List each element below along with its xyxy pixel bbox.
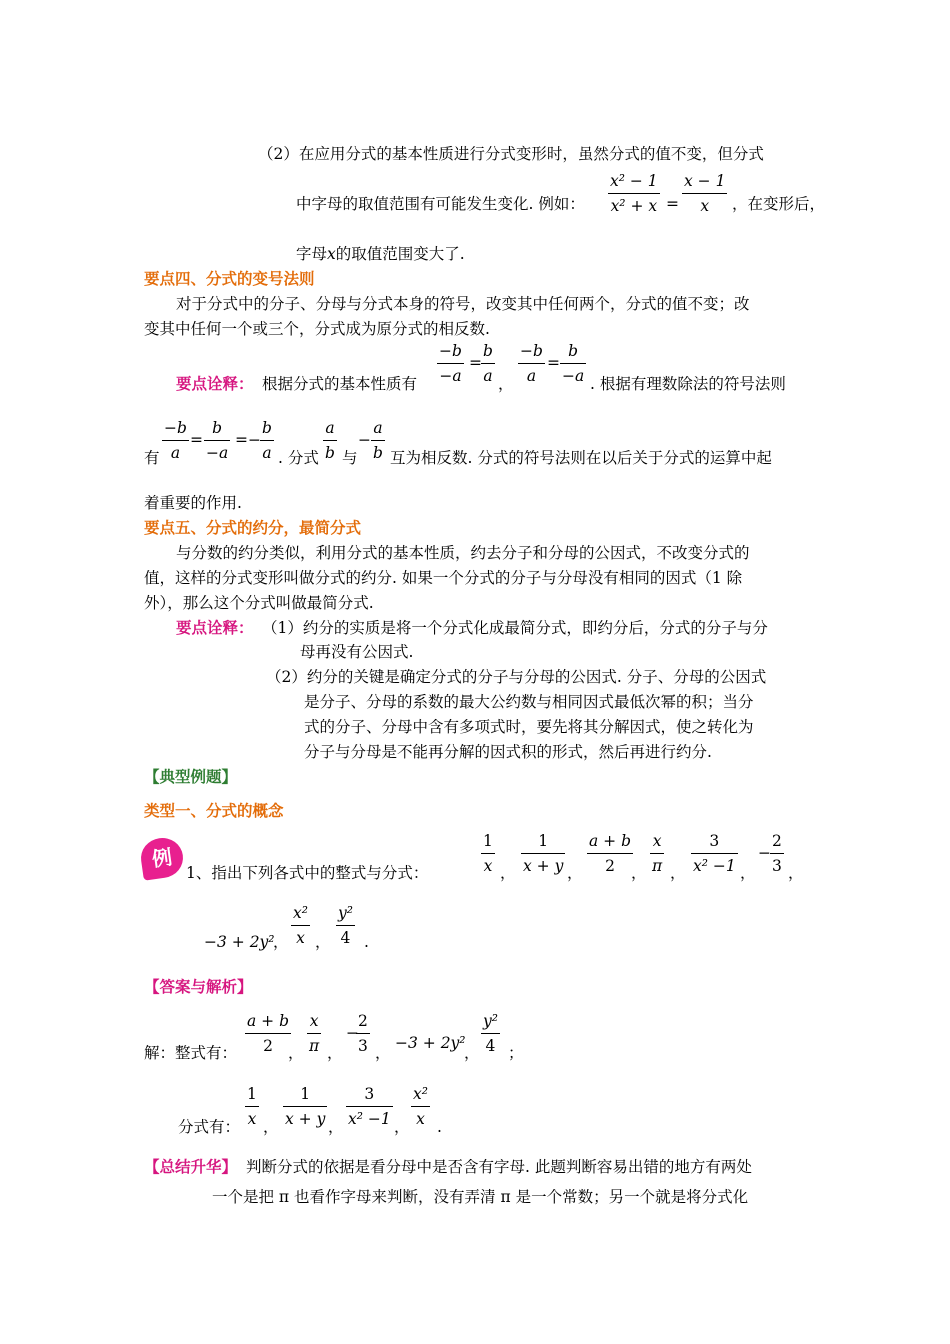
equals-sign: = (235, 431, 248, 449)
text: 字母 (296, 245, 328, 263)
fraction-bar (411, 1106, 430, 1107)
answer-heading: 【答案与解析】 (144, 977, 253, 996)
section5-note2-line3: 式的分子、分母中含有多项式时，要先将其分解因式，使之转化为 (304, 718, 754, 736)
fraction-numerator: b (568, 342, 579, 360)
fraction-bar (518, 363, 545, 364)
fraction-denominator: x (416, 1110, 425, 1128)
fraction-denominator: x (247, 1110, 257, 1128)
fraction-numerator: 1 (483, 832, 493, 850)
fraction-denominator: x² −1 (348, 1110, 391, 1128)
fraction-bar (770, 853, 784, 854)
fraction (260, 417, 274, 464)
fraction-numerator: x (652, 832, 662, 850)
ans-x2-over-x (411, 1083, 430, 1130)
section4-note-text3c: 与 (342, 449, 358, 467)
fraction-denominator: x (296, 929, 305, 947)
example-fraction-right (682, 170, 727, 217)
fraction-bar (283, 1106, 327, 1107)
comma: ， (315, 933, 331, 951)
summary-line1: 判断分式的依据是看分母中是否含有字母. 此题判断容易出错的地方有两处 (246, 1158, 752, 1176)
section5-p1: 与分数的约分类似，利用分式的基本性质，约去分子和分母的公因式，不改变分式的 (176, 544, 750, 562)
comma: ， (498, 375, 514, 393)
comma: ， (567, 864, 583, 882)
comma: ， (288, 1044, 304, 1062)
fraction-numerator: a + b (247, 1012, 290, 1030)
comma: ， (273, 933, 289, 951)
section4-note-text2: . 根据有理数除法的符号法则 (590, 375, 786, 393)
solution-fraction-label: 分式有： (178, 1118, 241, 1136)
comma: ， (263, 1118, 279, 1136)
fraction-numerator: x − 1 (684, 172, 726, 190)
fraction-denominator: a (262, 444, 272, 462)
fraction-denominator: −a (439, 367, 462, 385)
fraction-denominator: −a (562, 367, 585, 385)
section5-note1-line1: （1）约分的实质是将一个分式化成最简分式，即约分后，分式的分子与分 (262, 619, 768, 637)
example-badge: 例 (138, 835, 185, 880)
minus-sign: − (248, 431, 261, 449)
examples-heading: 【典型例题】 (144, 767, 238, 786)
fraction-denominator: 3 (358, 1037, 368, 1055)
item2-line1: （2）在应用分式的基本性质进行分式变形时，虽然分式的值不变，但分式 (258, 145, 764, 163)
fraction-numerator: −b (439, 342, 462, 360)
equals-sign: = (190, 431, 203, 449)
fraction-bar (204, 440, 230, 441)
comma: ， (788, 864, 804, 882)
fraction-denominator: 2 (605, 857, 615, 875)
ans-3-over-x2-minus-1 (346, 1083, 393, 1130)
ans-1-over-x-plus-y (283, 1083, 327, 1130)
ans-polynomial: −3 + 2y² (395, 1034, 466, 1052)
fraction (560, 340, 586, 387)
comma: ， (500, 864, 516, 882)
equals-sign: = (469, 354, 482, 372)
fraction-bar (162, 440, 189, 441)
fraction-numerator: x² (413, 1085, 428, 1103)
section4-note-text4: 着重要的作用. (144, 494, 242, 512)
section5-note-label: 要点诠释： (176, 618, 254, 637)
fraction-bar (291, 925, 310, 926)
section4-note-text3b: . 分式 (278, 449, 319, 467)
comma: ， (375, 1044, 391, 1062)
fraction-numerator: 3 (364, 1085, 375, 1103)
fraction-numerator: x (309, 1012, 319, 1030)
fraction-denominator: x + y (523, 857, 564, 875)
variable-x: x (327, 245, 336, 263)
fraction-bar (245, 1033, 291, 1034)
fraction-numerator: 3 (709, 832, 720, 850)
fraction-denominator: a (526, 367, 537, 385)
section4-note-text3a: 有 (144, 449, 160, 467)
minus-sign: − (758, 844, 771, 862)
fraction-bar (346, 1106, 393, 1107)
fraction-denominator: a (483, 367, 493, 385)
ans-1-over-x (245, 1083, 259, 1130)
ans-a-plus-b-over-2 (245, 1010, 291, 1057)
fraction-bar (371, 440, 385, 441)
minus-sign: − (358, 431, 371, 449)
fraction-denominator: −a (206, 444, 229, 462)
solution-integer-label: 解：整式有： (144, 1044, 238, 1062)
fraction-numerator: a + b (589, 832, 632, 850)
fraction-numerator: 2 (772, 832, 782, 850)
comma: ， (327, 1044, 343, 1062)
fraction-denominator: π (652, 857, 663, 875)
fraction-denominator: a (170, 444, 181, 462)
fraction-bar (307, 1033, 321, 1034)
section4-note-text3d: 互为相反数. 分式的符号法则在以后关于分式的运算中起 (390, 449, 772, 467)
fraction-denominator: b (373, 444, 383, 462)
section5-heading: 要点五、分式的约分，最简分式 (144, 518, 362, 537)
fraction-numerator: 1 (538, 832, 549, 850)
fraction (204, 417, 230, 464)
fraction-denominator: π (309, 1037, 320, 1055)
fraction-denominator: 4 (340, 929, 351, 947)
section5-note2-line2: 是分子、分母的系数的最大公约数与相同因式最低次幂的积；当分 (304, 693, 754, 711)
fraction-bar (245, 1106, 259, 1107)
period: . (364, 933, 369, 951)
expr-x-over-pi (650, 830, 664, 877)
text: 的取值范围变大了. (335, 245, 465, 263)
section5-note1-line2: 母再没有公因式. (300, 643, 414, 661)
section4-heading: 要点四、分式的变号法则 (144, 269, 315, 288)
fraction-bar (481, 853, 495, 854)
comma: ， (394, 1118, 410, 1136)
fraction (518, 340, 545, 387)
section4-p1: 对于分式中的分子、分母与分式本身的符号，改变其中任何两个，分式的值不变；改 (176, 295, 750, 313)
section5-p3: 外），那么这个分式叫做最简分式. (144, 594, 374, 612)
fraction-denominator: 3 (772, 857, 782, 875)
section4-note-label: 要点诠释： (176, 374, 254, 393)
fraction-bar (691, 853, 738, 854)
fraction-denominator: b (325, 444, 335, 462)
section4-note-text1: 根据分式的基本性质有 (262, 375, 418, 393)
fraction-bar (521, 853, 565, 854)
fraction-numerator: −b (520, 342, 543, 360)
comma: ， (631, 864, 647, 882)
fraction-bar (437, 363, 464, 364)
fraction-bar (356, 1033, 370, 1034)
fraction-numerator: 2 (358, 1012, 368, 1030)
expr-polynomial: −3 + 2y² (204, 933, 275, 951)
fraction-numerator: b (262, 419, 272, 437)
item2-after: ，在变形后， (732, 195, 826, 213)
fraction-numerator: y² (483, 1012, 498, 1030)
fraction-numerator: x² − 1 (610, 172, 658, 190)
section5-p2: 值，这样的分式变形叫做分式的约分. 如果一个分式的分子与分母没有相同的因式（1 除 (144, 569, 743, 587)
fraction-bar (323, 440, 337, 441)
expr-3-over-x2-minus-1 (691, 830, 738, 877)
ans-2-over-3 (356, 1010, 370, 1057)
fraction (481, 340, 495, 387)
fraction (323, 417, 337, 464)
section4-p2: 变其中任何一个或三个，分式成为原分式的相反数. (144, 320, 490, 338)
fraction-bar (560, 363, 586, 364)
fraction-numerator: 1 (247, 1085, 257, 1103)
fraction-numerator: −b (164, 419, 187, 437)
comma: ， (328, 1118, 344, 1136)
expr-1-over-x-plus-y (521, 830, 565, 877)
fraction-bar (587, 853, 633, 854)
item2-line3 (296, 243, 465, 265)
type1-heading: 类型一、分式的概念 (144, 801, 284, 820)
fraction-denominator: x + y (285, 1110, 326, 1128)
summary-label: 【总结升华】 (144, 1157, 238, 1176)
expr-x2-over-x (291, 902, 310, 949)
comma: ， (670, 864, 686, 882)
fraction-denominator: x (483, 857, 493, 875)
expr-1-over-x (481, 830, 495, 877)
fraction-numerator: x² (293, 904, 308, 922)
fraction-denominator: 2 (263, 1037, 273, 1055)
fraction-numerator: a (373, 419, 383, 437)
fraction-denominator: x (700, 197, 710, 215)
comma: ， (740, 864, 756, 882)
summary-line2: 一个是把 π 也看作字母来判断，没有弄清 π 是一个常数；另一个就是将分式化 (212, 1188, 749, 1206)
item2-line2: 中字母的取值范围有可能发生变化. 例如： (296, 195, 585, 213)
fraction-bar (260, 440, 274, 441)
expr-2-over-3 (770, 830, 784, 877)
fraction-denominator: 4 (485, 1037, 496, 1055)
fraction (162, 417, 189, 464)
period: . (437, 1118, 442, 1136)
semicolon: ； (508, 1044, 524, 1062)
fraction (437, 340, 464, 387)
ans-y2-over-4 (481, 1010, 500, 1057)
fraction-denominator: x² + x (610, 197, 658, 215)
example-fraction-left (608, 170, 660, 217)
fraction-bar (481, 363, 495, 364)
fraction-numerator: b (483, 342, 493, 360)
question1: 1、指出下列各式中的整式与分式： (186, 864, 429, 882)
fraction-numerator: b (212, 419, 223, 437)
section5-note2-line4: 分子与分母是不能再分解的因式积的形式，然后再进行约分. (304, 743, 712, 761)
fraction-denominator: x² −1 (693, 857, 736, 875)
expr-a-plus-b-over-2 (587, 830, 633, 877)
fraction-bar (481, 1033, 500, 1034)
comma: ， (464, 1044, 480, 1062)
expr-y2-over-4 (336, 902, 355, 949)
equals-sign: = (666, 195, 679, 213)
ans-x-over-pi (307, 1010, 321, 1057)
minus-sign: − (346, 1024, 359, 1042)
fraction-bar (608, 193, 660, 194)
fraction-bar (336, 925, 355, 926)
equals-sign: = (547, 354, 560, 372)
fraction-numerator: 1 (300, 1085, 311, 1103)
fraction-numerator: y² (338, 904, 353, 922)
fraction-numerator: a (325, 419, 335, 437)
fraction-bar (682, 193, 727, 194)
fraction (371, 417, 385, 464)
fraction-bar (650, 853, 664, 854)
section5-note2-line1: （2）约分的关键是确定分式的分子与分母的公因式. 分子、分母的公因式 (266, 668, 767, 686)
